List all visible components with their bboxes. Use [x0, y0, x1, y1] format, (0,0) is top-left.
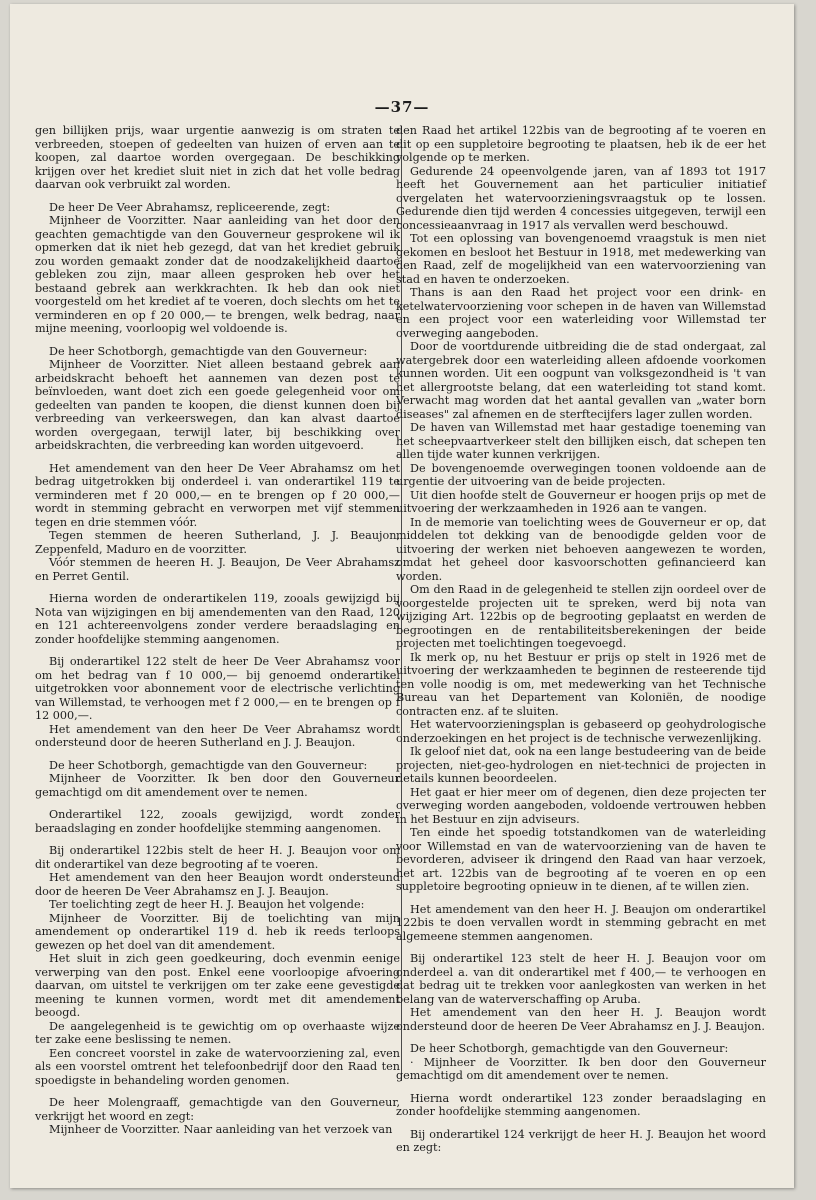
- paragraph: De heer Schotborgh, gemachtigde van den Gouverneur:: [49, 344, 368, 358]
- paragraph: Hierna wordt onderartikel 123 zonder beraadslaging en zonder hoofdelijke stemming aangenomen.: [396, 1091, 766, 1118]
- paragraph: De heer De Veer Abrahamsz, repliceerende, zegt:: [49, 200, 331, 214]
- paragraph: Ik geloof niet dat, ook na een lange bestudeering van de beide projecten, niet-geo-hydrologen en niet-technici de projecten in details kunnen beoordeelen.: [396, 745, 766, 785]
- paragraph: Het amendement van den heer Beaujon wordt ondersteund door de heeren De Veer Abrahamsz en J. J. Beaujon.: [35, 871, 400, 898]
- paragraph: Thans is aan den Raad het project voor een drink- en ketelwatervoorziening voor schepen in de haven van Willemstad en een project voor een waterleiding voor Willemstad ter overweging aangeboden.: [396, 286, 766, 340]
- paragraph: gen billijken prijs, waar urgentie aanwezig is om straten te verbreeden, stoepen of gedeelten van huizen of erven aan te koopen, zal daartoe worden overgegaan. De beschikking krijgen over het krediet sluit niet in zich dat het volle bedrag daarvan ook verbruikt zal worden.: [35, 124, 400, 191]
- paragraph: Door de voortdurende uitbreiding die de stad ondergaat, zal watergebrek door een waterleiding alleen afdoende voorkomen kunnen worden. Uit een oogpunt van volksgezondheid is 't van het allergrootste belang, dat een waterleiding tot stand komt. Verwacht mag worden dat het aantal gevallen van „water born diseases" zal afnemen en de sterftecijfers lager zullen worden.: [396, 340, 766, 421]
- paragraph: Het gaat er hier meer om of degenen, dien deze projecten ter overweging worden aangeboden, voldoende vertrouwen hebben in het Bestuur en zijn adviseurs.: [396, 785, 766, 826]
- paragraph: De heer Schotborgh, gemachtigde van den Gouverneur:: [49, 758, 368, 772]
- paragraph: Het amendement van den heer De Veer Abrahamsz wordt ondersteund door de heeren Sutherland en J. J. Beaujon.: [35, 722, 400, 749]
- paragraph: Het sluit in zich geen goedkeuring, doch evenmin eenige verwerping van den post. Enkel eene voorloopige afvoering daarvan, om uitstel te verkrijgen om ter zake eene gevestigde meening te kunnen vormen, wordt met dit amendement beoogd.: [35, 952, 400, 1019]
- paragraph: Het amendement van den heer H. J. Beaujon om onderartikel 122bis te doen vervallen wordt in stemming gebracht en met algemeene stemmen aangenomen.: [396, 902, 766, 943]
- paragraph: Gedurende 24 opeenvolgende jaren, van af 1893 tot 1917 heeft het Gouvernement aan het particulier initiatief overgelaten het watervoorzieningsvraagstuk op te lossen. Gedurende dien tijd werden 4 concessies uitgegeven, terwijl een concessieaanvraag in 1917 als vervallen werd beschouwd.: [396, 164, 766, 232]
- paragraph: Het amendement van den heer De Veer Abrahamsz om het bedrag uitgetrokken bij onderdeel i. van onderartikel 119 te verminderen met f 20 000,— en te brengen op f 20 000,— wordt in stemming gebracht en verworpen met vijf stemmen tegen en drie stemmen vóór.: [35, 461, 400, 529]
- paragraph: Vóór stemmen de heeren H. J. Beaujon, De Veer Abrahamsz en Perret Gentil.: [35, 556, 400, 583]
- paragraph: Mijnheer de Voorzitter. Naar aanleiding van het door den geachten gemachtigde van den Gouverneur gesprokene wil ik opmerken dat ik niet heb gezegd, dat van het krediet gebruik zou worden gemaakt zonder dat de noodzakelijkheid daartoe gebleken zou zijn, maar alleen gesproken heb over het bestaand gebrek aan werkkrachten. Ik heb dan ook niet voorgesteld om het krediet af te voeren, doch slechts om het te verminderen en op f 20 000,— te brengen, welk bedrag, naar mijne meening, voorloopig wel voldoende is.: [35, 214, 400, 335]
- paragraph: Mijnheer de Voorzitter. Ik ben door den Gouverneur gemachtigd om dit amendement over te nemen.: [35, 772, 400, 799]
- paragraph: De bovengenoemde overwegingen toonen voldoende aan de urgentie der uitvoering van de beide projecten.: [396, 461, 766, 488]
- paragraph: Bij onderartikel 122bis stelt de heer H. J. Beaujon voor om dit onderartikel van deze begrooting af te voeren.: [35, 844, 400, 871]
- paragraph: Tot een oplossing van bovengenoemd vraagstuk is men niet gekomen en besloot het Bestuur in 1918, met medewerking van den Raad, zelf de mogelijkheid van een watervoorziening van stad en haven te onderzoeken.: [396, 232, 766, 286]
- paragraph: · Mijnheer de Voorzitter. Ik ben door den Gouverneur gemachtigd om dit amendement over te nemen.: [396, 1055, 766, 1082]
- paragraph: De haven van Willemstad met haar gestadige toeneming van het scheepvaartverkeer stelt den billijken eisch, dat schepen ten allen tijde water kunnen verkrijgen.: [396, 421, 766, 461]
- paragraph: Het watervoorzieningsplan is gebaseerd op geohydrologische onderzoekingen en het project is de technische verwezenlijking.: [396, 718, 766, 745]
- paragraph: Mijnheer de Voorzitter. Bij de toelichting van mijn amendement op onderartikel 119 d. heb ik reeds terloops gewezen op het doel van dit amendement.: [35, 911, 400, 952]
- right-column: [396, 124, 766, 1155]
- paragraph: Ten einde het spoedig totstandkomen van de waterleiding voor Willemstad en van de watervoorziening van de haven te bevorderen, adviseer ik dringend den Raad van haar verzoek, het art. 122bis van de begrooting af te voeren en op een suppletoire begrooting opnieuw in te dienen, af te willen zien.: [396, 826, 766, 893]
- paragraph: De heer Molengraaff, gemachtigde van den Gouverneur, verkrijgt het woord en zegt:: [35, 1096, 400, 1123]
- paragraph: Ik merk op, nu het Bestuur er prijs op stelt in 1926 met de uitvoering der werkzaamheden te beginnen de resteerende tijd ten volle noodig is om, met medewerking van het Technische Bureau van het Departement van Koloniën, de noodige contracten enz. af te sluiten.: [396, 650, 766, 718]
- paragraph: Bij onderartikel 124 verkrijgt de heer H. J. Beaujon het woord en zegt:: [396, 1127, 766, 1154]
- paragraph: Mijnheer de Voorzitter. Niet alleen bestaand gebrek aan arbeidskracht behoeft het aannemen van dezen post te beïnvloeden, want doet zich een goede gelegenheid voor om gedeelten van panden te koopen, die dienst kunnen doen bij verbreeding van verkeerswegen, dan kan alvast daartoe worden overgegaan, terwijl later, bij beschikking over arbeidskrachten, die verbreeding kan worden uitgevoerd.: [35, 358, 400, 452]
- paragraph: In de memorie van toelichting wees de Gouverneur er op, dat middelen tot dekking van de benoodigde gelden voor de uitvoering der werken niet behoeven aangewezen te worden, omdat het geheel door kasvoorschotten gefinancieerd kan worden.: [396, 515, 766, 583]
- paragraph: Ter toelichting zegt de heer H. J. Beaujon het volgende:: [49, 898, 365, 911]
- paragraph: Onderartikel 122, zooals gewijzigd, wordt zonder beraadslaging en zonder hoofdelijke stemming aangenomen.: [35, 808, 400, 835]
- paragraph: Het amendement van den heer H. J. Beaujon wordt ondersteund door de heeren De Veer Abrahamsz en J. J. Beaujon.: [396, 1006, 766, 1033]
- paragraph: Uit dien hoofde stelt de Gouverneur er hoogen prijs op met de uitvoering der werkzaamheden in 1926 aan te vangen.: [396, 488, 766, 515]
- left-column: [35, 124, 400, 1137]
- paragraph: Tegen stemmen de heeren Sutherland, J. J. Beaujon, Zeppenfeld, Maduro en de voorzitter.: [35, 529, 400, 556]
- document-page: [10, 4, 794, 1188]
- paragraph: Een concreet voorstel in zake de watervoorziening zal, even als een voorstel omtrent het telefoonbedrijf door den Raad ten spoedigste in behandeling worden genomen.: [35, 1046, 400, 1087]
- paragraph: Bij onderartikel 123 stelt de heer H. J. Beaujon voor om onderdeel a. van dit onderartikel met f 400,— te verhoogen en dat bedrag uit te trekken voor aanlegkosten van werken in het belang van de waterverschaffing op Aruba.: [396, 952, 766, 1006]
- paragraph: Hierna worden de onderartikelen 119, zooals gewijzigd bij Nota van wijzigingen en bij amendementen van den Raad, 120 en 121 achtereenvolgens zonder verdere beraadslaging en zonder hoofdelijke stemming aangenomen.: [35, 592, 400, 646]
- paragraph: den Raad het artikel 122bis van de begrooting af te voeren en dit op een suppletoire begrooting te plaatsen, heb ik de eer het volgende op te merken.: [396, 124, 766, 164]
- paragraph: De heer Schotborgh, gemachtigde van den Gouverneur:: [410, 1042, 729, 1055]
- page-number: —37—: [374, 98, 430, 116]
- paragraph: Bij onderartikel 122 stelt de heer De Veer Abrahamsz voor om het bedrag van f 10 000,— bij genoemd onderartikel uitgetrokken voor abonnement voor de electrische verlichting van Willemstad, te verhoogen met f 2 000,— en te brengen op f 12 000,—.: [35, 655, 400, 722]
- paragraph: Mijnheer de Voorzitter. Naar aanleiding van het verzoek van: [49, 1123, 393, 1136]
- paragraph: De aangelegenheid is te gewichtig om op overhaaste wijze ter zake eene beslissing te nemen.: [35, 1019, 400, 1046]
- paragraph: Om den Raad in de gelegenheid te stellen zijn oordeel over de voorgestelde projecten uit te spreken, werd bij nota van wijziging Art. 122bis op de begrooting geplaatst en werden de begrootingen en de rentabiliteitsberekeningen der beide projecten met toelichtingen toegevoegd.: [396, 583, 766, 650]
